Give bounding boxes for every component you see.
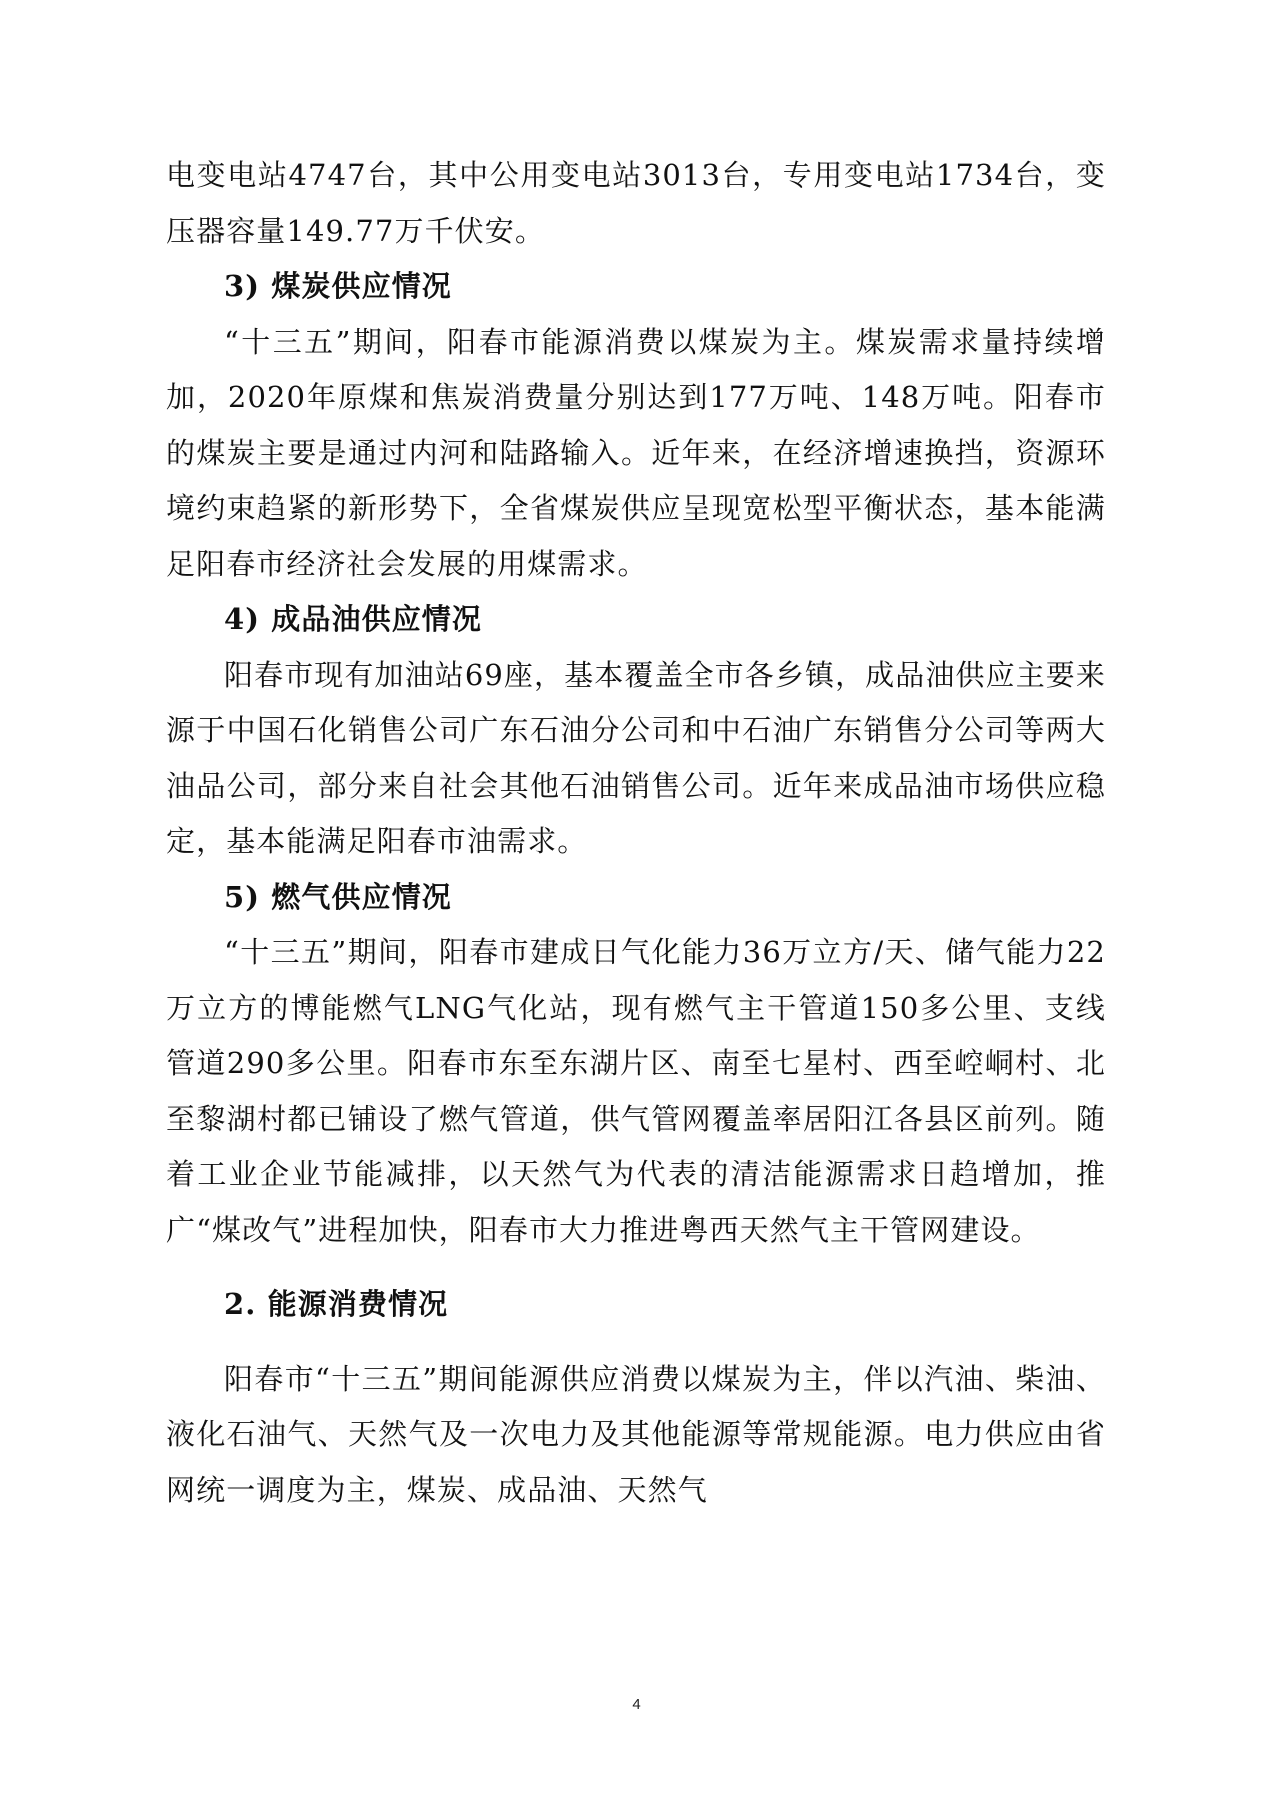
heading-gas-supply: 5) 燃气供应情况	[224, 879, 452, 914]
heading-coal-supply: 3) 煤炭供应情况	[224, 269, 452, 303]
paragraph-energy-consumption: 阳春市“十三五”期间能源供应消费以煤炭为主，伴以汽油、柴油、液化石油气、天然气及一次电力及其他能源等常规能源。电力供应由省网统一调度为主，煤炭、成品油、天然气	[166, 1361, 1106, 1507]
heading-oil-supply: 4) 成品油供应情况	[224, 602, 482, 636]
heading-energy-consumption: 2. 能源消费情况	[224, 1287, 449, 1321]
paragraph-oil-supply: 阳春市现有加油站69座，基本覆盖全市各乡镇，成品油供应主要来源于中国石化销售公司广东石油分公司和中石油广东销售分公司等两大油品公司，部分来自社会其他石油销售公司。近年来成品油市场供应稳定，基本能满足阳春市油需求。	[166, 657, 1106, 858]
page-number: 4	[632, 1696, 641, 1713]
paragraph-gas-supply: “十三五”期间，阳春市建成日气化能力36万立方/天、储气能力22万立方的博能燃气LNG气化站，现有燃气主干管道150多公里、支线管道290多公里。阳春市东至东湖片区、南至七星村、西至崆峒村、北至黎湖村都已铺设了燃气管道，供气管网覆盖率居阳江各县区前列。随着工业企业节能减排，以天然气为代表的清洁能源需求日趋增加，推广“煤改气”进程加快，阳春市大力推进粤西天然气主干管网建设。	[166, 935, 1106, 1247]
paragraph-substations: 电变电站4747台，其中公用变电站3013台，专用变电站1734台，变压器容量149.77万千伏安。	[166, 158, 1106, 248]
paragraph-coal-supply: “十三五”期间，阳春市能源消费以煤炭为主。煤炭需求量持续增加，2020年原煤和焦炭消费量分别达到177万吨、148万吨。阳春市的煤炭主要是通过内河和陆路输入。近年来，在经济增速换挡，资源环境约束趋紧的新形势下，全省煤炭供应呈现宽松型平衡状态，基本能满足阳春市经济社会发展的用煤需求。	[166, 324, 1106, 581]
document-body	[166, 148, 1106, 1518]
